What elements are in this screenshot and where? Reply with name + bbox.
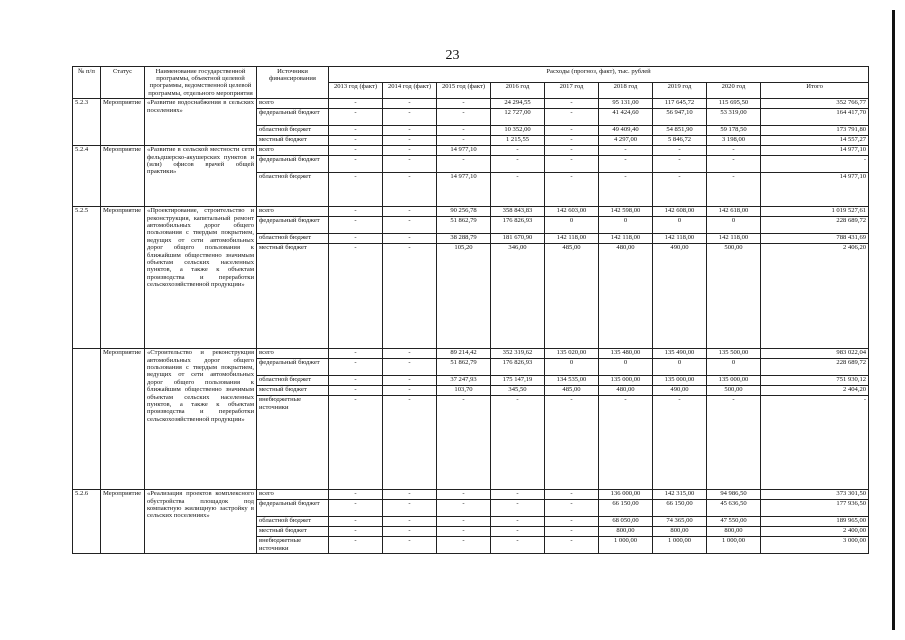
binding-edge-rule xyxy=(892,10,895,630)
value-cell: 135 480,00 xyxy=(599,348,653,358)
value-cell: - xyxy=(491,155,545,172)
value-cell: - xyxy=(437,499,491,516)
row-source: областной бюджет xyxy=(257,172,329,206)
value-cell: - xyxy=(329,216,383,233)
value-cell: - xyxy=(329,206,383,216)
value-cell: 0 xyxy=(653,358,707,375)
value-cell: - xyxy=(329,516,383,526)
value-cell: 3 000,00 xyxy=(761,536,869,553)
value-cell: 500,00 xyxy=(707,243,761,348)
value-cell: 14 977,10 xyxy=(761,145,869,155)
value-cell: - xyxy=(491,145,545,155)
value-cell: - xyxy=(329,375,383,385)
value-cell: - xyxy=(329,155,383,172)
value-cell: 751 930,12 xyxy=(761,375,869,385)
value-cell: - xyxy=(491,536,545,553)
row-source: внебюджетные источники xyxy=(257,395,329,489)
value-cell: 45 636,50 xyxy=(707,499,761,516)
value-cell: - xyxy=(383,499,437,516)
header-year: 2020 год xyxy=(707,82,761,98)
row-source: местный бюджет xyxy=(257,526,329,536)
value-cell: - xyxy=(383,155,437,172)
value-cell: - xyxy=(329,135,383,145)
value-cell: - xyxy=(383,206,437,216)
value-cell: 135 000,00 xyxy=(653,375,707,385)
value-cell: - xyxy=(383,375,437,385)
value-cell: - xyxy=(761,395,869,489)
value-cell: 0 xyxy=(707,216,761,233)
value-cell: 358 843,83 xyxy=(491,206,545,216)
value-cell: - xyxy=(329,98,383,108)
value-cell: 142 315,00 xyxy=(653,489,707,499)
value-cell: 0 xyxy=(599,358,653,375)
value-cell: - xyxy=(707,395,761,489)
value-cell: - xyxy=(437,108,491,125)
value-cell: 1 215,55 xyxy=(491,135,545,145)
value-cell: - xyxy=(599,145,653,155)
value-cell: 105,20 xyxy=(437,243,491,348)
value-cell: 3 198,00 xyxy=(707,135,761,145)
row-source: местный бюджет xyxy=(257,135,329,145)
header-source: Источники финансирования xyxy=(257,67,329,99)
value-cell: 56 947,10 xyxy=(653,108,707,125)
value-cell: 1 019 527,61 xyxy=(761,206,869,216)
row-source: федеральный бюджет xyxy=(257,108,329,125)
value-cell: 10 352,00 xyxy=(491,125,545,135)
value-cell: 2 406,20 xyxy=(761,243,869,348)
value-cell: - xyxy=(545,155,599,172)
value-cell: 14 977,10 xyxy=(761,172,869,206)
value-cell: - xyxy=(437,526,491,536)
value-cell: 14 977,10 xyxy=(437,145,491,155)
value-cell: 177 936,50 xyxy=(761,499,869,516)
value-cell: - xyxy=(329,358,383,375)
value-cell: - xyxy=(545,526,599,536)
value-cell: - xyxy=(707,172,761,206)
value-cell: 14 977,10 xyxy=(437,172,491,206)
value-cell: - xyxy=(383,358,437,375)
row-source: всего xyxy=(257,145,329,155)
value-cell: - xyxy=(383,516,437,526)
value-cell: 228 689,72 xyxy=(761,216,869,233)
header-year: 2013 год (факт) xyxy=(329,82,383,98)
value-cell: - xyxy=(491,499,545,516)
row-source: областной бюджет xyxy=(257,125,329,135)
value-cell: 181 670,90 xyxy=(491,233,545,243)
value-cell: 68 050,00 xyxy=(599,516,653,526)
row-source: федеральный бюджет xyxy=(257,216,329,233)
header-year: 2017 год xyxy=(545,82,599,98)
table-header xyxy=(73,67,869,99)
value-cell: - xyxy=(653,172,707,206)
header-num: № п/п xyxy=(73,67,101,99)
value-cell: - xyxy=(545,499,599,516)
table-row xyxy=(73,206,869,216)
value-cell: 0 xyxy=(707,358,761,375)
value-cell: - xyxy=(707,145,761,155)
value-cell: 142 118,00 xyxy=(599,233,653,243)
row-source: областной бюджет xyxy=(257,233,329,243)
value-cell: - xyxy=(437,395,491,489)
row-number: 5.2.6 xyxy=(73,489,101,553)
value-cell: 14 557,27 xyxy=(761,135,869,145)
value-cell: 66 150,00 xyxy=(653,499,707,516)
value-cell: - xyxy=(653,395,707,489)
value-cell: 352 319,62 xyxy=(491,348,545,358)
value-cell: 135 490,00 xyxy=(653,348,707,358)
value-cell: 53 319,00 xyxy=(707,108,761,125)
value-cell: 90 256,78 xyxy=(437,206,491,216)
row-number: 5.2.4 xyxy=(73,145,101,206)
value-cell: - xyxy=(383,243,437,348)
value-cell: 115 695,50 xyxy=(707,98,761,108)
value-cell: - xyxy=(599,395,653,489)
value-cell: - xyxy=(653,155,707,172)
value-cell: 1 000,00 xyxy=(653,536,707,553)
value-cell: 37 247,93 xyxy=(437,375,491,385)
row-source: местный бюджет xyxy=(257,243,329,348)
value-cell: - xyxy=(491,172,545,206)
value-cell: 352 766,77 xyxy=(761,98,869,108)
value-cell: 0 xyxy=(653,216,707,233)
row-status: Мероприятие xyxy=(101,489,145,553)
value-cell: - xyxy=(545,98,599,108)
value-cell: 135 020,00 xyxy=(545,348,599,358)
value-cell: - xyxy=(329,526,383,536)
value-cell: - xyxy=(437,98,491,108)
value-cell: 490,00 xyxy=(653,385,707,395)
header-expenses: Расходы (прогноз, факт), тыс. рублей xyxy=(329,67,869,83)
row-source: всего xyxy=(257,206,329,216)
header-year: 2016 год xyxy=(491,82,545,98)
value-cell: 95 131,00 xyxy=(599,98,653,108)
row-source: внебюджетные источники xyxy=(257,536,329,553)
value-cell: - xyxy=(491,395,545,489)
page-number: 23 xyxy=(445,48,460,63)
value-cell: - xyxy=(545,108,599,125)
header-year: 2014 год (факт) xyxy=(383,82,437,98)
value-cell: 135 000,00 xyxy=(599,375,653,385)
value-cell: 54 851,90 xyxy=(653,125,707,135)
value-cell: 51 862,79 xyxy=(437,358,491,375)
value-cell: - xyxy=(383,526,437,536)
value-cell: 117 645,72 xyxy=(653,98,707,108)
value-cell: - xyxy=(383,125,437,135)
value-cell: 135 500,00 xyxy=(707,348,761,358)
value-cell: 142 618,00 xyxy=(707,206,761,216)
value-cell: - xyxy=(383,98,437,108)
header-name: Наименование государственной программы, объектной целевой программы, ведомственной целевой программы, отдельного мероприятия xyxy=(145,67,257,99)
header-year: 2019 год xyxy=(653,82,707,98)
value-cell: - xyxy=(329,172,383,206)
value-cell: 142 603,00 xyxy=(545,206,599,216)
value-cell: - xyxy=(437,135,491,145)
value-cell: 800,00 xyxy=(653,526,707,536)
value-cell: - xyxy=(653,145,707,155)
value-cell: 135 000,00 xyxy=(707,375,761,385)
value-cell: 800,00 xyxy=(707,526,761,536)
row-source: всего xyxy=(257,348,329,358)
value-cell: 346,00 xyxy=(491,243,545,348)
value-cell: - xyxy=(383,385,437,395)
row-name: «Проектирование, строительство и реконструкция, капитальный ремонт автомобильных дорог общего пользования с твердым покрытием, ведущих от сети автомобильных дорог общего пользования к ближайшим общественно значимым объектам сельских населенных пунктов, а также к объектам производства и переработки сельскохозяйственной продукции» xyxy=(145,206,257,348)
value-cell: 51 862,79 xyxy=(437,216,491,233)
value-cell: 485,00 xyxy=(545,243,599,348)
value-cell: - xyxy=(761,155,869,172)
value-cell: - xyxy=(437,155,491,172)
row-source: федеральный бюджет xyxy=(257,358,329,375)
value-cell: - xyxy=(383,145,437,155)
value-cell: - xyxy=(329,489,383,499)
value-cell: 94 986,50 xyxy=(707,489,761,499)
row-source: федеральный бюджет xyxy=(257,499,329,516)
row-status: Мероприятие xyxy=(101,145,145,206)
header-year: 2018 год xyxy=(599,82,653,98)
value-cell: 59 178,50 xyxy=(707,125,761,135)
row-source: областной бюджет xyxy=(257,375,329,385)
value-cell: 66 150,00 xyxy=(599,499,653,516)
value-cell: 485,00 xyxy=(545,385,599,395)
value-cell: 0 xyxy=(599,216,653,233)
value-cell: - xyxy=(545,125,599,135)
value-cell: - xyxy=(491,516,545,526)
value-cell: - xyxy=(329,536,383,553)
budget-table xyxy=(72,66,869,554)
row-name: «Строительство и реконструкция автомобильных дорог общего пользования с твердым покрытием, ведущих от сети автомобильных дорог общего пользования к ближайшим общественно значимым объектам сельских населенных пунктов, а также к объектам производства и переработки сельскохозяйственной продукции» xyxy=(145,348,257,489)
value-cell: - xyxy=(329,348,383,358)
row-source: федеральный бюджет xyxy=(257,155,329,172)
table-row xyxy=(73,98,869,108)
value-cell: - xyxy=(437,125,491,135)
value-cell: - xyxy=(545,145,599,155)
value-cell: 345,50 xyxy=(491,385,545,395)
value-cell: - xyxy=(545,395,599,489)
row-number: 5.2.3 xyxy=(73,98,101,145)
value-cell: 41 424,60 xyxy=(599,108,653,125)
row-status: Мероприятие xyxy=(101,98,145,145)
value-cell: 142 118,00 xyxy=(653,233,707,243)
value-cell: 24 294,55 xyxy=(491,98,545,108)
value-cell: 2 404,20 xyxy=(761,385,869,395)
value-cell: 1 000,00 xyxy=(707,536,761,553)
value-cell: - xyxy=(329,145,383,155)
value-cell: 500,00 xyxy=(707,385,761,395)
value-cell: - xyxy=(329,108,383,125)
value-cell: 142 608,00 xyxy=(653,206,707,216)
row-source: областной бюджет xyxy=(257,516,329,526)
value-cell: - xyxy=(545,489,599,499)
row-name: «Развитие водоснабжения в сельских поселениях» xyxy=(145,98,257,145)
value-cell: - xyxy=(383,135,437,145)
value-cell: 373 301,50 xyxy=(761,489,869,499)
value-cell: - xyxy=(545,516,599,526)
row-source: местный бюджет xyxy=(257,385,329,395)
row-number xyxy=(73,348,101,489)
value-cell: 38 288,79 xyxy=(437,233,491,243)
value-cell: - xyxy=(707,155,761,172)
value-cell: 1 000,00 xyxy=(599,536,653,553)
row-status: Мероприятие xyxy=(101,348,145,489)
row-name: «Развитие в сельской местности сети фельдшерско-акушерских пунктов и (или) офисов врачей общей практики» xyxy=(145,145,257,206)
value-cell: - xyxy=(329,233,383,243)
value-cell: - xyxy=(491,489,545,499)
value-cell: 983 022,04 xyxy=(761,348,869,358)
value-cell: 800,00 xyxy=(599,526,653,536)
value-cell: 490,00 xyxy=(653,243,707,348)
header-year: Итого xyxy=(761,82,869,98)
value-cell: 175 147,19 xyxy=(491,375,545,385)
table-body xyxy=(73,98,869,553)
header-year: 2015 год (факт) xyxy=(437,82,491,98)
value-cell: 4 297,00 xyxy=(599,135,653,145)
value-cell: 47 550,00 xyxy=(707,516,761,526)
value-cell: 142 118,00 xyxy=(707,233,761,243)
value-cell: - xyxy=(329,499,383,516)
value-cell: 136 000,00 xyxy=(599,489,653,499)
value-cell: - xyxy=(383,536,437,553)
value-cell: - xyxy=(329,125,383,135)
table-row xyxy=(73,348,869,358)
value-cell: - xyxy=(383,108,437,125)
value-cell: 142 598,00 xyxy=(599,206,653,216)
value-cell: 2 400,00 xyxy=(761,526,869,536)
value-cell: 176 826,93 xyxy=(491,216,545,233)
value-cell: 788 431,69 xyxy=(761,233,869,243)
value-cell: 142 118,00 xyxy=(545,233,599,243)
row-number: 5.2.5 xyxy=(73,206,101,348)
value-cell: - xyxy=(383,395,437,489)
value-cell: 74 365,00 xyxy=(653,516,707,526)
value-cell: - xyxy=(437,489,491,499)
value-cell: - xyxy=(545,135,599,145)
value-cell: 176 826,93 xyxy=(491,358,545,375)
value-cell: 164 417,70 xyxy=(761,108,869,125)
value-cell: 173 791,80 xyxy=(761,125,869,135)
value-cell: - xyxy=(437,536,491,553)
value-cell: - xyxy=(545,172,599,206)
row-source: всего xyxy=(257,489,329,499)
row-source: всего xyxy=(257,98,329,108)
value-cell: - xyxy=(383,172,437,206)
value-cell: - xyxy=(491,526,545,536)
header-status: Статус xyxy=(101,67,145,99)
value-cell: 0 xyxy=(545,216,599,233)
row-name: «Реализация проектов комплексного обустройства площадок под компактную жилищную застройку в сельских поселениях» xyxy=(145,489,257,553)
value-cell: - xyxy=(383,348,437,358)
value-cell: 5 846,72 xyxy=(653,135,707,145)
row-status: Мероприятие xyxy=(101,206,145,348)
value-cell: 89 214,42 xyxy=(437,348,491,358)
value-cell: - xyxy=(599,172,653,206)
value-cell: 480,00 xyxy=(599,385,653,395)
value-cell: 228 689,72 xyxy=(761,358,869,375)
value-cell: - xyxy=(329,395,383,489)
value-cell: 49 409,40 xyxy=(599,125,653,135)
table-row xyxy=(73,489,869,499)
value-cell: 134 535,00 xyxy=(545,375,599,385)
table-row xyxy=(73,145,869,155)
value-cell: 480,00 xyxy=(599,243,653,348)
value-cell: - xyxy=(383,216,437,233)
value-cell: - xyxy=(329,385,383,395)
value-cell: - xyxy=(329,243,383,348)
value-cell: 189 965,00 xyxy=(761,516,869,526)
value-cell: 103,70 xyxy=(437,385,491,395)
value-cell: - xyxy=(437,516,491,526)
value-cell: - xyxy=(599,155,653,172)
value-cell: - xyxy=(545,536,599,553)
value-cell: - xyxy=(383,489,437,499)
value-cell: 0 xyxy=(545,358,599,375)
value-cell: 12 727,00 xyxy=(491,108,545,125)
value-cell: - xyxy=(383,233,437,243)
